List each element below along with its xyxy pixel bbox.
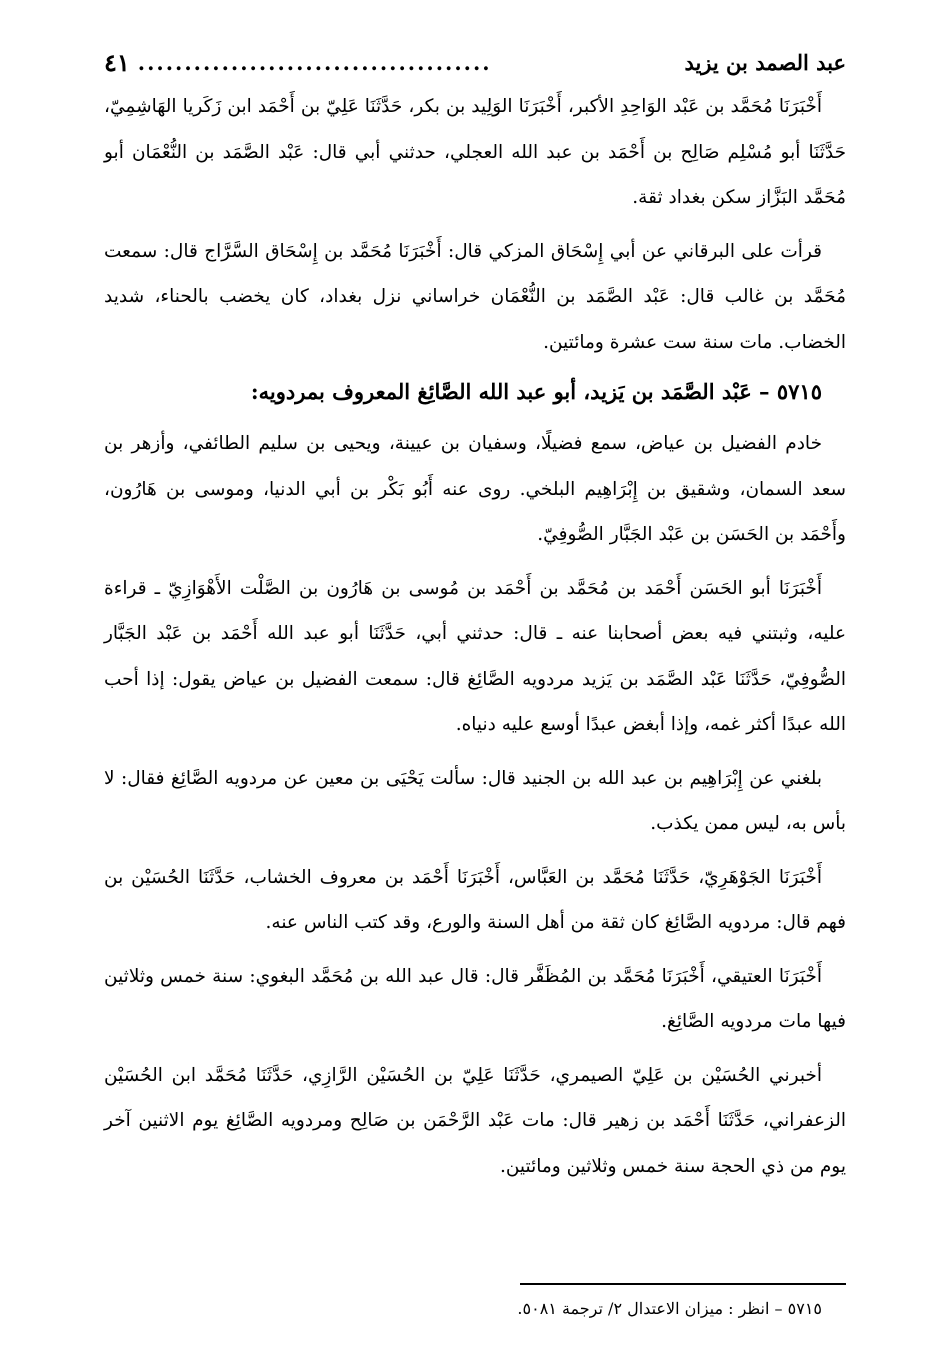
entry-paragraph: أخبرني الحُسَيْن بن عَلِيّ الصيمري، حَدَّثَنَا عَلِيّ بن الحُسَيْن الرَّازِي، حَدَّثَنَا مُحَمَّد ابن الحُسَيْن الزعفراني، حَدَّثَنَا أَحْمَد بن زهير قال: مات عَبْد الرَّحْمَن بن صَالِح ومردويه الصَّائِغ يوم الاثنين آخر يوم من ذي الحجة سنة خمس وثلاثين ومائتين. xyxy=(104,1064,846,1177)
page-number: ٤١ xyxy=(104,47,130,77)
leader-dots: ...................................... xyxy=(137,49,492,75)
entry-paragraph: خادم الفضيل بن عياض، سمع فضيلًا، وسفيان بن عيينة، ويحيى بن سليم الطائفي، وأزهر بن سعد السمان، وشقيق بن إِبْرَاهِيم البلخي. روى عنه أَبُو بَكْر بن أبي الدنيا، وموسى بن هَارُون، وأَحْمَد بن الحَسَن بن عَبْد الجَبَّار الصُّوفِيّ. xyxy=(104,433,846,545)
running-title: عبد الصمد بن يزيد xyxy=(684,49,846,75)
main-text xyxy=(104,84,846,1189)
paragraph: أَخْبَرَنَا مُحَمَّد بن عَبْد الوَاحِدِ الأكبر، أَخْبَرَنَا الوَلِيد بن بكر، حَدَّثَنَا عَلِيّ بن أَحْمَد ابن زَكَريا الهَاشِمِيّ، حَدَّثَنَا أبو مُسْلِم صَالِح بن أَحْمَد بن عبد الله العجلي، حدثني أبي قال: عَبْد الصَّمَد بن النُّعْمَان أبو مُحَمَّد البَزَّاز سكن بغداد ثقة. xyxy=(104,96,846,208)
entry-paragraph: أَخْبَرَنَا الجَوْهَرِيّ، حَدَّثَنَا مُحَمَّد بن العَبَّاس، أَخْبَرَنَا أَحْمَد بن معروف الخشاب، حَدَّثَنَا الحُسَيْن بن فهم قال: مردويه الصَّائِغ كان ثقة من أهل السنة والورع، وقد كتب الناس عنه. xyxy=(104,866,846,933)
entry-paragraph: أَخْبَرَنَا العتيقي، أَخْبَرَنَا مُحَمَّد بن المُظَفَّر قال: قال عبد الله بن مُحَمَّد البغوي: سنة خمس وثلاثين فيها مات مردويه الصَّائِغ. xyxy=(104,965,846,1032)
paragraph: قرأت على البرقاني عن أبي إِسْحَاق المزكي قال: أَخْبَرَنَا مُحَمَّد بن إِسْحَاق السَّرَّاج قال: سمعت مُحَمَّد بن غالب قال: عَبْد الصَّمَد بن النُّعْمَان خراساني نزل بغداد، كان يخضب بالحناء، شديد الخضاب. مات سنة ست عشرة ومائتين. xyxy=(104,240,846,353)
footnote-divider xyxy=(520,1283,846,1285)
entry-heading: ٥٧١٥ – عَبْد الصَّمَد بن يَزيد، أبو عبد الله الصَّائِغ المعروف بمردويه: xyxy=(250,379,822,404)
entry-paragraph: بلغني عن إِبْرَاهِيم بن عبد الله بن الجنيد قال: سألت يَحْيَى بن معين عن مردويه الصَّائِغ فقال: لا بأس به، ليس ممن يكذب. xyxy=(104,767,846,834)
page-header xyxy=(104,42,846,82)
entry-paragraph: أَخْبَرَنَا أبو الحَسَن أَحْمَد بن مُحَمَّد بن أَحْمَد بن مُوسى بن هَارُون بن الصَّلْت الأَهْوَازِيّ ـ قراءة عليه، وثبتني فيه بعض أصحابنا عنه ـ قال: حدثني أبي، حَدَّثَنَا أبو عبد الله أَحْمَد بن عَبْد الجَبَّار الصُّوفِيّ، حَدَّثَنَا عَبْد الصَّمَد بن يَزيد مردويه الصَّائِغ قال: سمعت الفضيل بن عياض يقول: إذا أحب الله عبدًا أكثر غمه، وإذا أبغض عبدًا أوسع عليه دنياه. xyxy=(104,577,846,735)
footnote: ٥٧١٥ – انظر : ميزان الاعتدال ٢/ ترجمة ٥٠٨١. xyxy=(517,1299,822,1318)
